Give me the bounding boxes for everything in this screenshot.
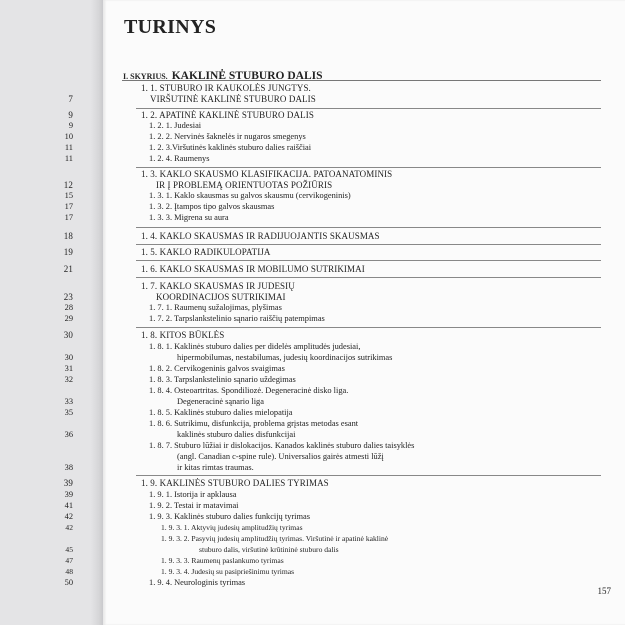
toc-entry-page: 32: [64, 375, 73, 384]
toc-entry-text: 1. 1. STUBURO IR KAUKOLĖS JUNGTYS.: [141, 83, 311, 93]
toc-entry-page: 50: [64, 578, 73, 587]
toc-entry-text: 1. 4. KAKLO SKAUSMAS IR RADIJUOJANTIS SKAUSMAS: [141, 231, 380, 241]
toc-entry-page: 10: [64, 132, 73, 141]
toc-entry-text: kaklinės stuburo dalies disfunkcijai: [177, 430, 296, 439]
toc-entry-text: 1. 7. 1. Raumenų sužalojimas, plyšimas: [149, 303, 282, 312]
document-page: [63, 0, 625, 625]
toc-entry-page: 47: [65, 556, 73, 565]
toc-entry-page: 15: [64, 191, 73, 200]
toc-entry-text: 1. 9. 3. 3. Raumenų paslankumo tyrimas: [161, 556, 284, 565]
toc-entry-page: 21: [63, 264, 73, 274]
toc-entry-page: 23: [63, 292, 73, 302]
toc-separator: [136, 260, 601, 261]
toc-entry-text: Degeneracinė sąnario liga: [177, 397, 264, 406]
toc-entry-text: stuburo dalis, viršutinė krūtininė stuburo dalis: [199, 545, 339, 554]
toc-separator: [136, 327, 601, 328]
toc-separator: [136, 475, 601, 476]
toc-entry-page: 33: [64, 397, 73, 406]
toc-separator: [136, 167, 601, 168]
toc-entry-text: 1. 3. 1. Kaklo skausmas su galvos skausmu (cervikogeninis): [149, 191, 351, 200]
toc-entry-page: 17: [64, 213, 73, 222]
toc-separator: [136, 108, 601, 109]
toc-entry-text: 1. 8. 7. Stuburo lūžiai ir dislokacijos. Kanados kaklinės stuburo dalies taisyklės: [149, 441, 415, 450]
toc-entry-text: 1. 9. 3. 2. Pasyvių judesių amplitudžių tyrimas. Viršutinė ir apatinė kaklinė: [161, 534, 389, 543]
toc-entry-page: 31: [64, 364, 73, 373]
toc-entry-page: 36: [64, 430, 73, 439]
toc-entry-page: 30: [63, 330, 73, 340]
toc-entry-text: 1. 5. KAKLO RADIKULOPATIJA: [141, 247, 271, 257]
toc-entry-page: 11: [64, 143, 73, 152]
toc-entry-text: 1. 2. APATINĖ KAKLINĖ STUBURO DALIS: [141, 110, 314, 120]
toc-entry-text: 1. 9. 4. Neurologinis tyrimas: [149, 578, 246, 587]
toc-entry-page: 41: [64, 501, 73, 510]
toc-entry-page: 42: [65, 523, 73, 532]
toc-entry-page: 29: [64, 314, 73, 323]
toc-entry-text: 1. 2. 2. Nervinės šaknelės ir nugaros smegenys: [149, 132, 306, 141]
toc-entry-page: 9: [68, 110, 73, 120]
toc-entry-text: 1. 7. 2. Tarpslankstelinio sąnario raiščių patempimas: [149, 314, 325, 323]
toc-entry-page: 19: [63, 247, 73, 257]
toc-entry-page: 17: [64, 202, 73, 211]
toc-entry-text: 1. 2. 3.Viršutinės kaklinės stuburo dalies raiščiai: [149, 143, 312, 152]
page-title: TURINYS: [124, 16, 217, 38]
toc-entry-text: 1. 7. KAKLO SKAUSMAS IR JUDESIŲ: [141, 281, 295, 291]
toc-entry-page: 39: [64, 490, 73, 499]
toc-separator: [136, 277, 601, 278]
toc-entry-text: 1. 2. 4. Raumenys: [149, 154, 210, 163]
toc-entry-page: 9: [68, 121, 73, 130]
section-title: KAKLINĖ STUBURO DALIS: [171, 70, 323, 82]
toc-entry-text: 1. 3. 2. Įtampos tipo galvos skausmas: [149, 202, 275, 211]
toc-entry-text: 1. 8. 2. Cervikogeninis galvos svaigimas: [149, 364, 285, 373]
toc-entry-text: 1. 8. 6. Sutrikimu, disfunkcija, problema grįstas metodas esant: [149, 419, 359, 428]
toc-separator: [136, 227, 601, 228]
toc-entry-page: 35: [64, 408, 73, 417]
toc-entry-text: 1. 9. 3. Kaklinės stuburo dalies funkcijų tyrimas: [149, 512, 310, 521]
toc-entry-page: 11: [64, 154, 73, 163]
toc-entry-page: 39: [63, 478, 73, 488]
toc-entry-text: 1. 2. 1. Judesiai: [149, 121, 202, 130]
toc-entry-text: 1. 3. 3. Migrena su aura: [149, 213, 229, 222]
toc-entry-text: 1. 3. KAKLO SKAUSMO KLASIFIKACIJA. PATOANATOMINIS: [141, 169, 393, 179]
toc-entry-page: 42: [64, 512, 73, 521]
toc-entry-text: 1. 9. 3. 1. Aktyvių judesių amplitudžių tyrimas: [161, 523, 303, 532]
toc-entry-text: 1. 8. 5. Kaklinės stuburo dalies mielopatija: [149, 408, 293, 417]
toc-entry-text: 1. 9. 2. Testai ir matavimai: [149, 501, 239, 510]
toc-entry-page: 7: [68, 94, 73, 104]
toc-entry-page: 45: [65, 545, 73, 554]
toc-entry-text: 1. 8. KITOS BŪKLĖS: [141, 330, 225, 340]
toc-entry-page: 12: [63, 180, 73, 190]
toc-entry-text: 1. 8. 4. Osteoartritas. Spondiliozė. Degeneracinė disko liga.: [149, 386, 349, 395]
toc-entry-text: 1. 9. KAKLINĖS STUBURO DALIES TYRIMAS: [141, 478, 329, 488]
toc-entry-text: 1. 8. 3. Tarpslankstelinio sąnario uždegimas: [149, 375, 296, 384]
toc-entry-text: 1. 6. KAKLO SKAUSMAS IR MOBILUMO SUTRIKIMAI: [141, 264, 365, 274]
toc-entry-page: 38: [64, 463, 73, 472]
toc-entry-text: 1. 9. 1. Istorija ir apklausa: [149, 490, 237, 499]
toc-entry-page: 30: [64, 353, 73, 362]
toc-entry-text: KOORDINACIJOS SUTRIKIMAI: [156, 292, 286, 302]
toc-entry-page: 48: [65, 567, 73, 576]
toc-entry-page: 28: [64, 303, 73, 312]
toc-entry-page: 18: [63, 231, 73, 241]
toc-entry-text: ir kitas rimtas traumas.: [177, 463, 254, 472]
page-number: 157: [597, 586, 611, 596]
toc-entry-text: (angl. Canadian c-spine rule). Universalios gairės atmesti lūžį: [177, 452, 384, 461]
section-label: I. SKYRIUS.: [123, 72, 168, 81]
toc-entry-text: 1. 9. 3. 4. Judesių su pasipriešinimu tyrimas: [161, 567, 295, 576]
toc-entry-text: VIRŠUTINĖ KAKLINĖ STUBURO DALIS: [150, 94, 316, 104]
binding-edge: [0, 0, 103, 625]
toc-entry-text: IR Į PROBLEMĄ ORIENTUOTAS POŽIŪRIS: [156, 180, 333, 190]
toc-entry-text: 1. 8. 1. Kaklinės stuburo dalies per didelės amplitudės judesiai,: [149, 342, 361, 351]
toc-entry-text: hipermobilumas, nestabilumas, judesių koordinacijos sutrikimas: [177, 353, 393, 362]
table-of-contents: [63, 0, 625, 625]
toc-separator: [136, 244, 601, 245]
